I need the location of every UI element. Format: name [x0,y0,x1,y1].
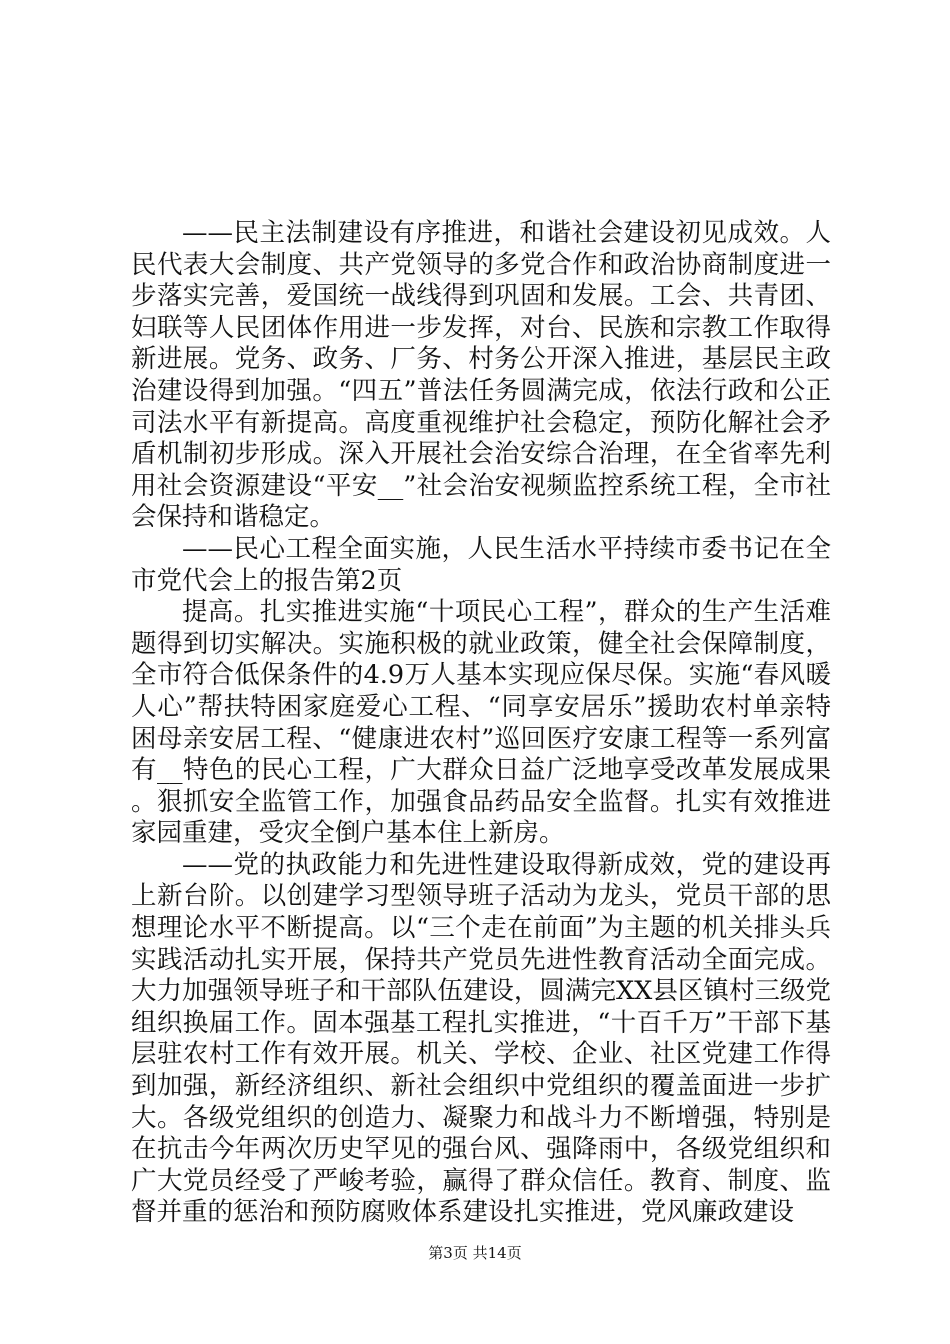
paragraph-party-building: ——党的执政能力和先进性建设取得新成效，党的建设再上新台阶。以创建学习型领导班子活动为龙头，党员干部的思想理论水平不断提高。以“三个走在前面”为主题的机关排头兵实践活动扎实开展，保持共产党员先进性教育活动全面完成。大力加强领导班子和干部队伍建设，圆满完XX县区镇村三级党组织换届工作。固本强基工程扎实推进，“十百千万”干部下基层驻农村工作有效开展。机关、学校、企业、社区党建工作得到加强，新经济组织、新社会组织中党组织的覆盖面进一步扩大。各级党组织的创造力、凝聚力和战斗力不断增强，特别是在抗击今年两次历史罕见的强台风、强降雨中，各级党组织和广大党员经受了严峻考验，赢得了群众信任。教育、制度、监督并重的惩治和预防腐败体系建设扎实推进，党风廉政建设 [131,849,831,1228]
paragraph-livelihood-heading: ——民心工程全面实施，人民生活水平持续市委书记在全市党代会上的报告第2页 [131,533,831,596]
paragraph-livelihood-body: 提高。扎实推进实施“十项民心工程”，群众的生产生活难题得到切实解决。实施积极的就业政策，健全社会保障制度，全市符合低保条件的4.9万人基本实现应保尽保。实施“春风暖人心”帮扶特困家庭爱心工程、“同享安居乐”援助农村单亲特困母亲安居工程、“健康进农村”巡回医疗安康工程等一系列富有__特色的民心工程，广大群众日益广泛地享受改革发展成果。狠抓安全监管工作，加强食品药品安全监督。扎实有效推进家园重建，受灾全倒户基本住上新房。 [131,597,831,849]
page-footer: 第3页 共14页 [428,1244,522,1262]
paragraph-democracy-legal: ——民主法制建设有序推进，和谐社会建设初见成效。人民代表大会制度、共产党领导的多党合作和政治协商制度进一步落实完善，爱国统一战线得到巩固和发展。工会、共青团、妇联等人民团体作用进一步发挥，对台、民族和宗教工作取得新进展。党务、政务、厂务、村务公开深入推进，基层民主政治建设得到加强。“四五”普法任务圆满完成，依法行政和公正司法水平有新提高。高度重视维护社会稳定，预防化解社会矛盾机制初步形成。深入开展社会治安综合治理，在全省率先利用社会资源建设“平安__”社会治安视频监控系统工程，全市社会保持和谐稳定。 [131,218,831,533]
document-body [131,218,831,1229]
